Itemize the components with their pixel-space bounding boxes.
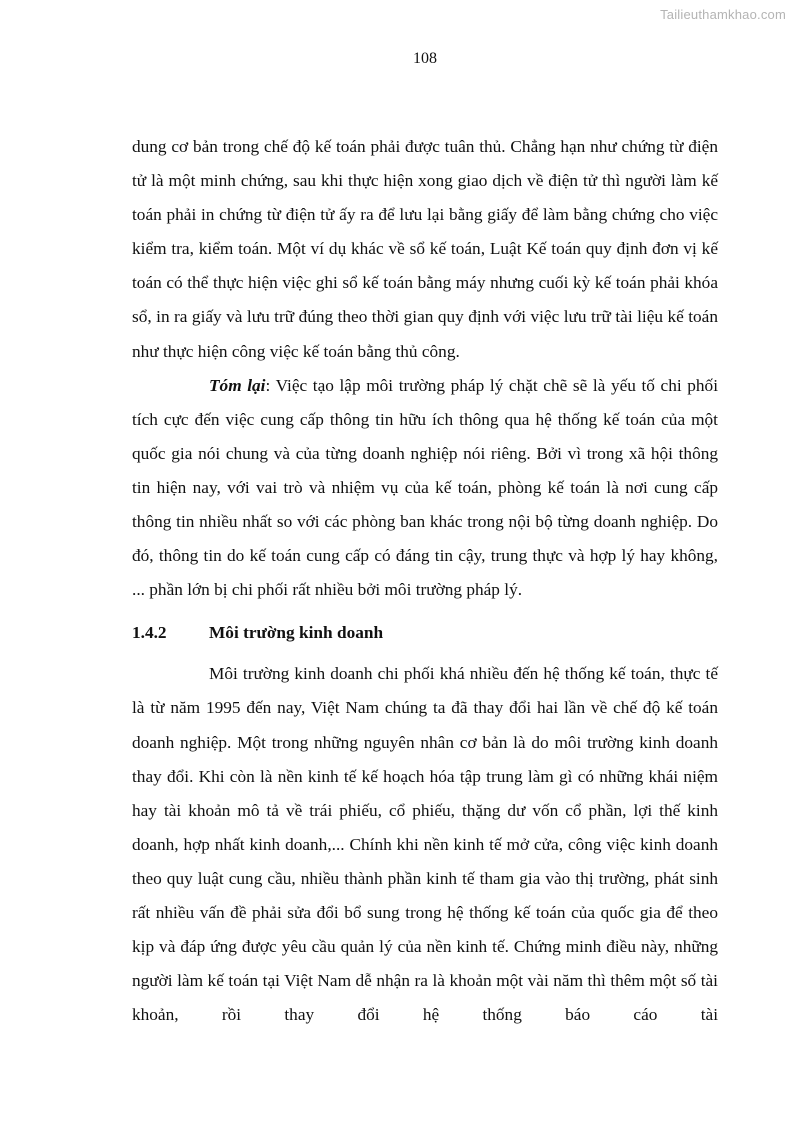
section-number: 1.4.2 [132,623,167,643]
summary-paragraph [132,369,718,608]
page-number: 108 [413,50,437,67]
section-heading [132,616,718,650]
body-paragraph: dung cơ bản trong chế độ kế toán phải được tuân thủ. Chẳng hạn như chứng từ điện tử là một minh chứng, sau khi thực hiện xong giao dịch về điện tử thì người làm kế toán phải in chứng từ điện tử ấy ra để lưu lại bằng giấy để làm bằng chứng cho việc kiểm tra, kiểm toán. Một ví dụ khác về sổ kế toán, Luật Kế toán quy định đơn vị kế toán có thể thực hiện việc ghi sổ kế toán bằng máy nhưng cuối kỳ kế toán phải khóa sổ, in ra giấy và lưu trữ đúng theo thời gian quy định với việc lưu trữ tài liệu kế toán như thực hiện công việc kế toán bằng thủ công. [132,137,718,361]
watermark: Tailieuthamkhao.com [660,7,786,22]
summary-label: Tóm lại [209,375,266,395]
body-paragraph: Môi trường kinh doanh chi phối khá nhiều đến hệ thống kế toán, thực tế là từ năm 1995 đến nay, Việt Nam chúng ta đã thay đổi hai lần về chế độ kế toán doanh nghiệp. Một trong những nguyên nhân cơ bản là do môi trường kinh doanh thay đổi. Khi còn là nền kinh tế kế hoạch hóa tập trung làm gì có những khái niệm hay tài khoản mô tả về trái phiếu, cổ phiếu, thặng dư vốn cổ phần, lợi thế kinh doanh, hợp nhất kinh doanh,... Chính khi nền kinh tế mở cửa, công việc kinh doanh theo quy luật cung cầu, nhiều thành phần kinh tế tham gia vào thị trường, phát sinh rất nhiều vấn đề phải sửa đổi bổ sung trong hệ thống kế toán của quốc gia để theo kịp và đáp ứng được yêu cầu quản lý của nền kinh tế. Chứng minh điều này, những người làm kế toán tại Việt Nam dễ nhận ra là khoản một vài năm thì thêm một số tài khoản, rồi thay đổi hệ thống báo cáo tài [132,664,718,1025]
page-body [132,130,718,1032]
summary-text: : Việc tạo lập môi trường pháp lý chặt chẽ sẽ là yếu tố chi phối tích cực đến việc cung cấp thông tin hữu ích thông qua hệ thống kế toán của một quốc gia nói chung và của từng doanh nghiệp nói riêng. Bởi vì trong xã hội thông tin hiện nay, với vai trò và nhiệm vụ của kế toán, phòng kế toán là nơi cung cấp thông tin nhiều nhất so với các phòng ban khác trong nội bộ từng doanh nghiệp. Do đó, thông tin do kế toán cung cấp có đáng tin cậy, trung thực và hợp lý hay không, ... phần lớn bị chi phối rất nhiều bởi môi trường pháp lý. [132,375,718,600]
section-title: Môi trường kinh doanh [209,623,384,643]
